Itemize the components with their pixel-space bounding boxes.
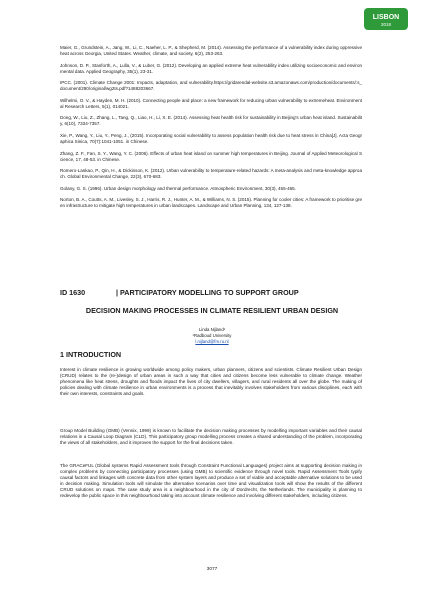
body-paragraph-3 [60, 463, 362, 500]
body-paragraph-2 [60, 428, 362, 446]
reference-item: Maier, G., Grundstein, A., Jang, W., Li, C., Naeher, L. P., & Shepherd, M. (2014). Assessing the performance of a vulnerability index during oppressive heat across Georgia, United States. Weather, climate, and society, 6(2), 253-263. [60, 45, 362, 57]
reference-item: Zhang, Z. F., Fan, S. Y., Wang, Y. C. (2006). Effects of urban heat island on summer high temperatures in Beijing. Journal of Applied Meteorological Science, 17, 48-53. in Chinese. [60, 150, 362, 162]
author-email-link[interactable]: l.nijland@fm.ru.nl [195, 339, 229, 344]
reference-item: Wilhelmi, O. V., & Hayden, M. H. (2010). Connecting people and place: a new framework for reducing urban vulnerability to extremeheat. Environmental Research Letters, 5(1), 014021. [60, 97, 362, 109]
body-paragraph-1 [60, 367, 362, 397]
paragraph-text: Group Model Building (GMB) (Vennix, 1999) is known to facilitate the decision making processes by modelling important variables and their causal relations in a Causal Loop Diagram (CLD). This participatory group modelling process creates a shared understanding of the problem, incorporating the views of all stakeholders, and it improves the support for the final decisions taken. [60, 428, 362, 446]
paragraph-text: Interest in climate resilience is growing worldwide among policy makers, urban planners, citizens and scientists. Climate Resilient Urban Design (CRUD) relates to the (re-)design of urban areas in such a way that cities and citizens become less vulnerable to climate change. Weather phenomena like heat stress, droughts and floods impact the lives of city dwellers, villagers, and rural residents all over the globe. The making of policies dealing with climate resilience in urban environments is a process that inevitably involves stakeholders from various disciplines, each with their own interests, constraints and goals. [60, 367, 362, 397]
reference-list [60, 45, 362, 215]
reference-item: Norton, B. A., Coutts, A. M., Livesley, S. J., Harris, R. J., Hunter, A. M., & Williams, N. S. (2015). Planning for cooler cities: A framework to prioritise green infrastructure to mitigate high temperatures in urban landscapes. Landscape and Urban Planning, 134, 127-138. [60, 197, 362, 209]
paper-title-line-2: DECISION MAKING PROCESSES IN CLIMATE RESILIENT URBAN DESIGN [85, 306, 339, 315]
section-heading: 1 INTRODUCTION [60, 350, 122, 359]
reference-item: Johnson, D. P., Stanforth, A., Lulla, V., & Luber, G. (2012). Developing an applied extreme heat vulnerability index utilizing socioeconomic and environmental data. Applied Geography, 35(1), 23-31. [60, 62, 362, 74]
page-number: 3077 [206, 567, 218, 572]
author-affiliation: ¹Radboud University [192, 333, 232, 338]
reference-item: Dong, W., Liu, Z., Zhang, L., Tang, Q., Liao, H., Li, X. E. (2014). Assessing heat health risk for sustainability in Beijing's urban heat island. Sustainability, 6(10), 7334-7357. [60, 115, 362, 127]
paper-title-line-1: | PARTICIPATORY MODELLING TO SUPPORT GROUP [116, 288, 299, 297]
logo-subtext: 2018 [380, 22, 392, 27]
reference-item: IPCC. (2001). Climate Change 2001: Impacts, adaptation, and vulnerability.https://gridarendal-website.s3.amazonaws.com/production/documents/:s_document/290/original/wg2ts.pdf?1488203667. [60, 80, 362, 92]
reference-item: Xie, P., Wang, Y., Liu, Y., Peng, J., (2015). Incorporating social vulnerability to assess population health risk due to heat stress in China[J]. Acta Geographica Sinica, 70(7):1041-1051. in Chinese. [60, 132, 362, 145]
author-name: Linda Nijland¹ [198, 327, 226, 332]
paragraph-text: The GRACeFUL (Global systems Rapid Assessment tools through Constraint Functional Languages) project aims at supporting decision making in complex problems by connecting participatory processes (using GMB) to scientific evidence through novel tools. Rapid Assessment Tools typify causal factors and linkages with concrete data from other system layers and produce a set of viable and acceptable alternative solutions to be used in decision making. Simulation tools will simulate the alternative scenarios over time and visualization tools will show the results of the different CRUD solutions on maps. The case study area is a neighbourhood in the city of Dordrecht, the Netherlands. The municipality is planning to redevelop the public space in this neighbourhood taking into account climate resilience and involving different stakeholders, including citizens. [60, 463, 362, 499]
reference-item: Golany, G. S. (1996). Urban design morphology and thermal performance. Atmospheric Environment, 30(3), 455-465. [60, 185, 296, 191]
reference-item: Romero-Lankao, P., Qin, H., & Dickinson, K. (2012). Urban vulnerability to temperature-related hazards: A meta-analysis and meta-knowledge approach. Global Environmental Change, 22(3), 670-683. [60, 168, 362, 180]
conference-logo [364, 8, 408, 30]
logo-text: LISBON [372, 14, 400, 21]
paper-id: ID 1630 [60, 288, 86, 297]
paper-title [60, 284, 364, 320]
